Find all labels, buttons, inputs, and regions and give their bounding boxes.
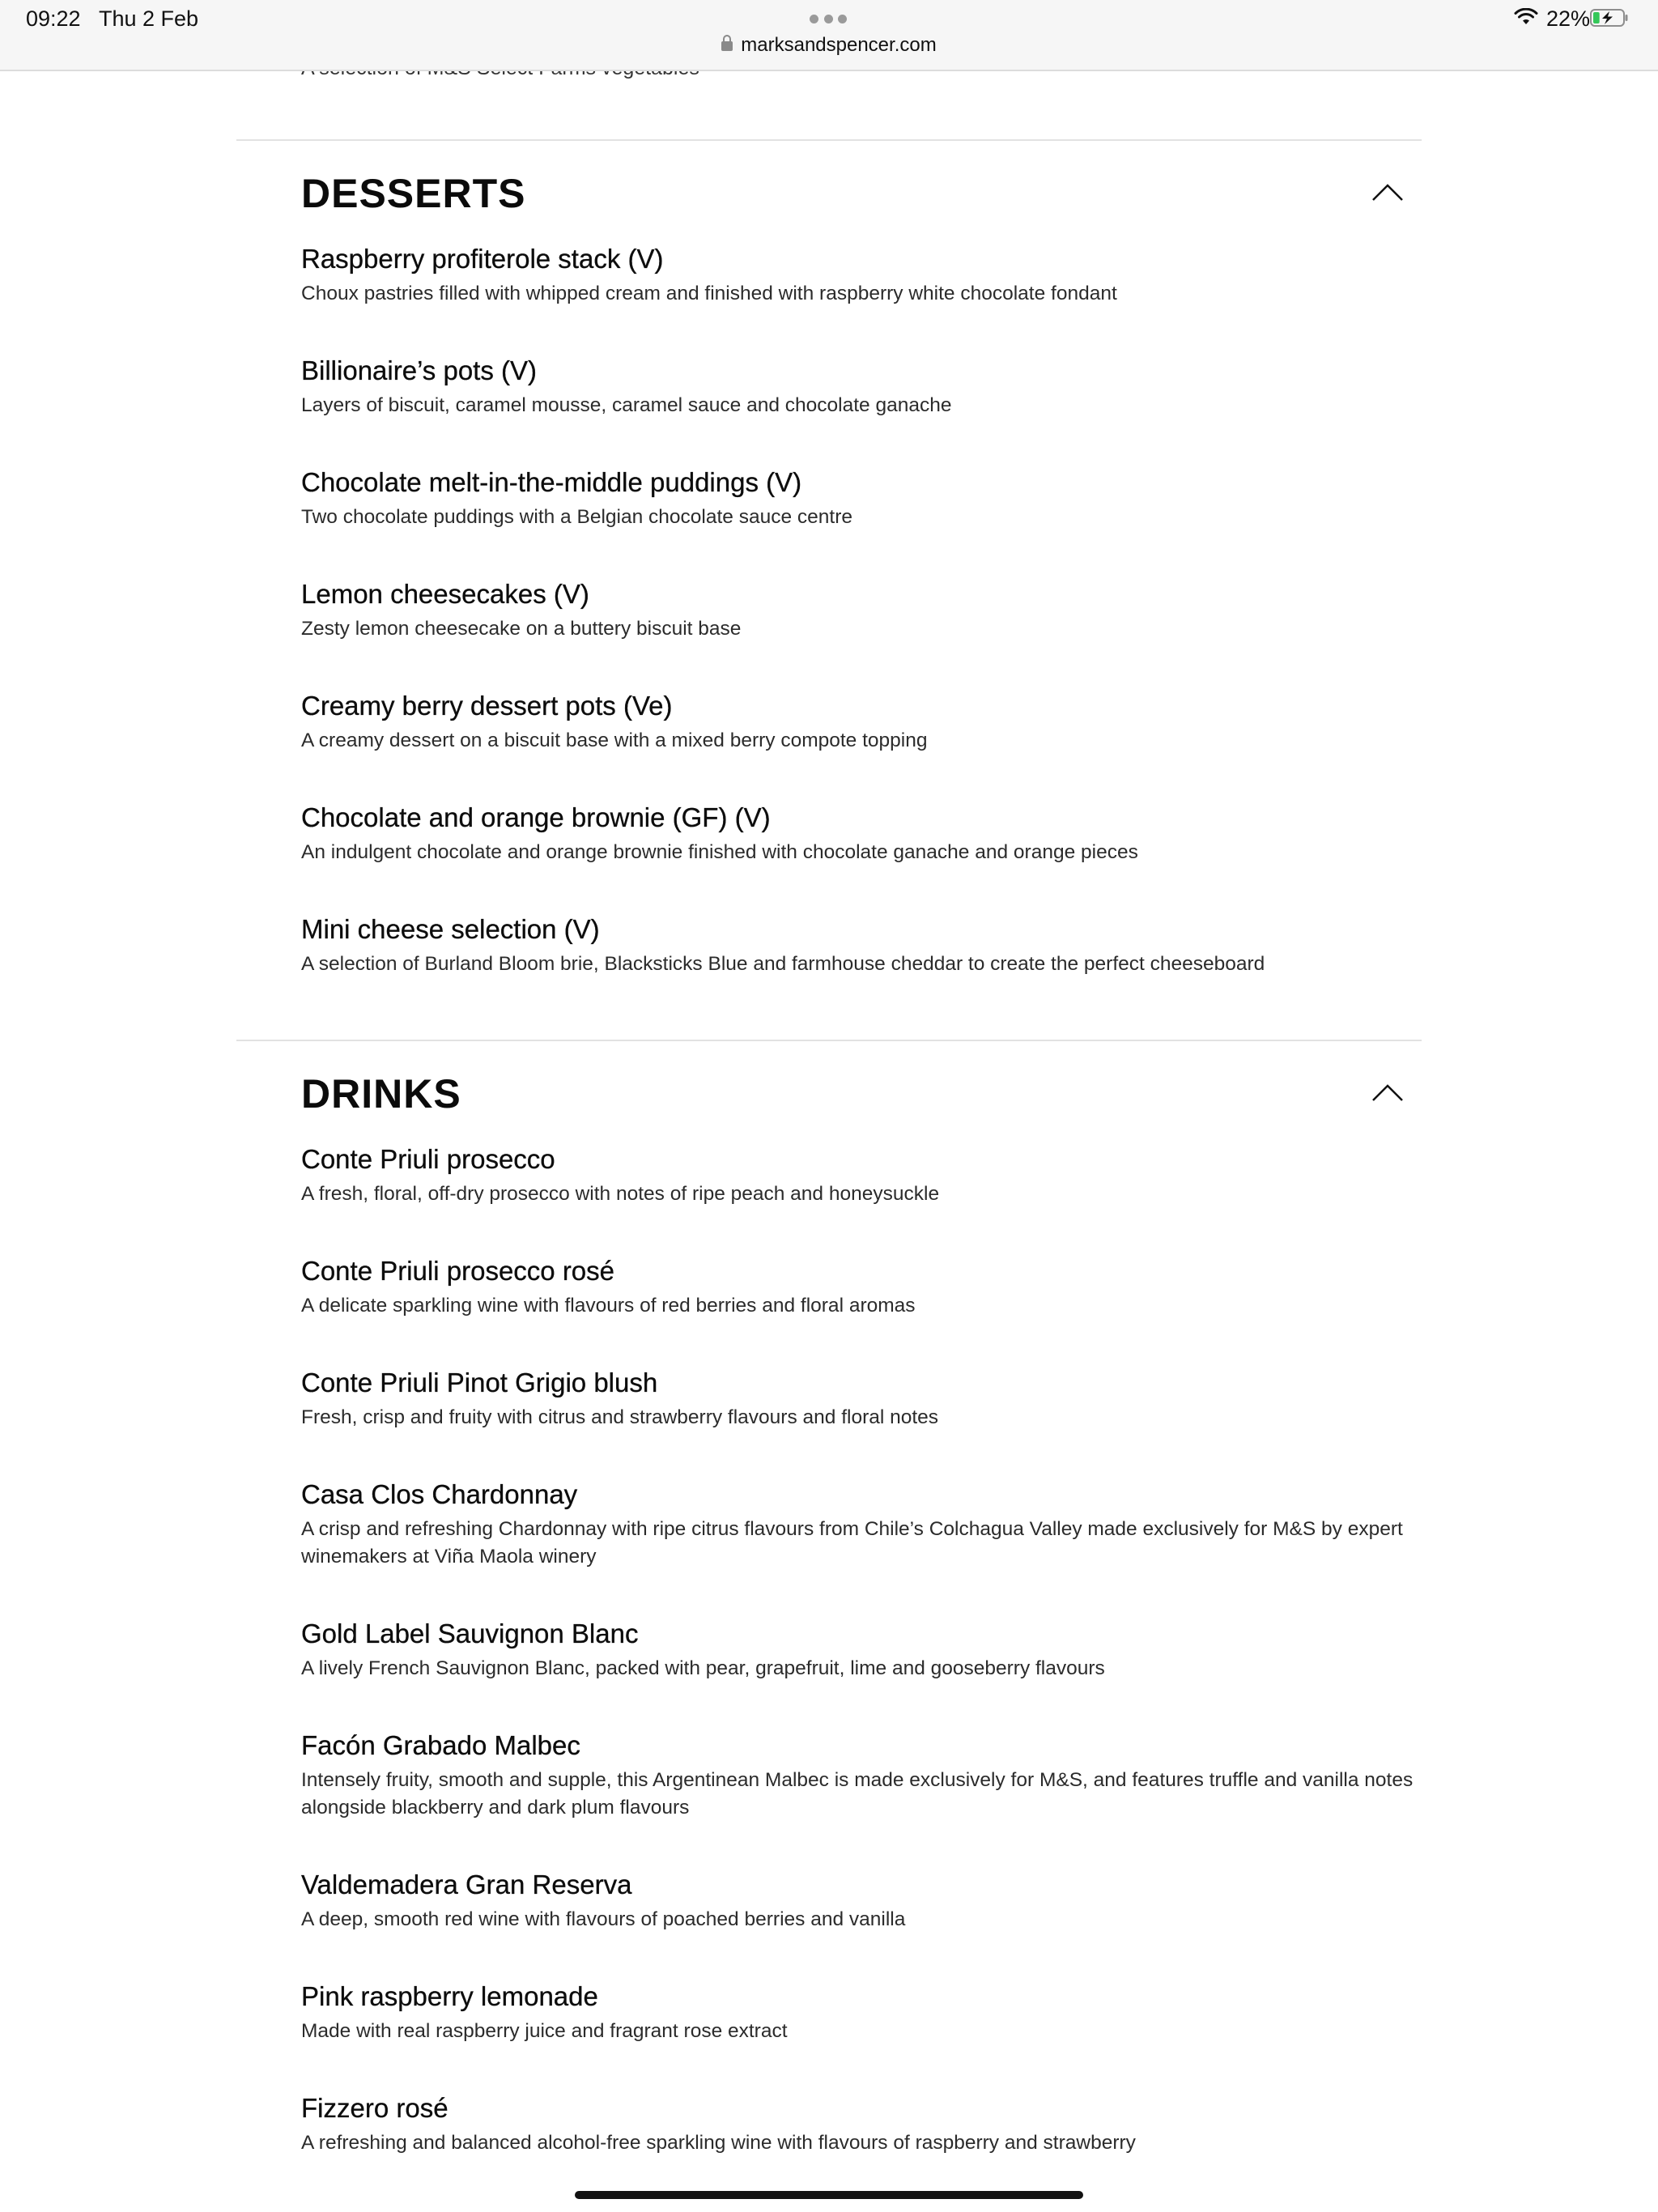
lock-icon: [721, 41, 733, 51]
item-description: Fresh, crisp and fruity with citrus and strawberry flavours and floral notes: [301, 1406, 939, 1428]
section-divider: [236, 139, 1422, 141]
item-name: Gold Label Sauvignon Blanc: [301, 1619, 639, 1648]
item-description: A fresh, floral, off-dry prosecco with notes of ripe peach and honeysuckle: [301, 1183, 940, 1205]
url-text: marksandspencer.com: [741, 34, 937, 56]
menu-item: [301, 690, 1422, 755]
item-description: Choux pastries filled with whipped cream and finished with raspberry white chocolate fondant: [301, 283, 1117, 304]
item-name: Billionaire’s pots (V): [301, 355, 538, 385]
menu-item: [301, 1478, 1422, 1571]
item-description: Two chocolate puddings with a Belgian chocolate sauce centre: [301, 506, 852, 528]
status-bar: [0, 0, 1658, 71]
item-description: A crisp and refreshing Chardonnay with ripe citrus flavours from Chile’s Colchagua Valley made exclusively for M&S by expert winemakers at Viña Maola winery: [301, 1518, 1403, 1568]
section-title-desserts: DESSERTS: [301, 171, 526, 216]
item-name: Lemon cheesecakes (V): [301, 579, 589, 609]
item-name: Chocolate and orange brownie (GF) (V): [301, 802, 771, 832]
item-description: A refreshing and balanced alcohol-free sparkling wine with flavours of raspberry and strawberry: [301, 2132, 1136, 2154]
item-name: Valdemadera Gran Reserva: [301, 1870, 632, 1899]
address-bar[interactable]: [0, 34, 1658, 57]
menu-item: [301, 1869, 1422, 1933]
menu-item: [301, 355, 1422, 419]
item-description: Made with real raspberry juice and fragrant rose extract: [301, 2020, 788, 2042]
item-description: A selection of Burland Bloom brie, Blacksticks Blue and farmhouse cheddar to create the perfect cheeseboard: [301, 953, 1265, 975]
menu-item: [301, 1618, 1422, 1682]
menu-item: [301, 2092, 1422, 2157]
item-name: Facón Grabado Malbec: [301, 1730, 580, 1760]
menu-item: [301, 466, 1422, 531]
menu-item: [301, 1367, 1422, 1431]
item-name: Conte Priuli prosecco rosé: [301, 1256, 615, 1286]
menu-item: [301, 802, 1422, 866]
menu-item: [301, 243, 1422, 308]
chevron-up-icon[interactable]: [1371, 182, 1404, 202]
section-title-drinks: DRINKS: [301, 1071, 461, 1117]
item-name: Raspberry profiterole stack (V): [301, 244, 664, 274]
chevron-up-icon[interactable]: [1371, 1083, 1404, 1102]
item-description: Intensely fruity, smooth and supple, this Argentinean Malbec is made exclusively for M&S, and features truffle and vanilla notes alongside blackberry and dark plum flavours: [301, 1769, 1414, 1819]
battery-icon: [1590, 9, 1629, 27]
menu-item: [301, 1255, 1422, 1320]
menu-item: [301, 1143, 1422, 1208]
wifi-icon: [1514, 8, 1538, 26]
battery-percent: 22%: [1546, 6, 1591, 31]
item-name: Creamy berry dessert pots (Ve): [301, 691, 673, 721]
item-description: A delicate sparkling wine with flavours of red berries and floral aromas: [301, 1295, 916, 1317]
item-description: Layers of biscuit, caramel mousse, caramel sauce and chocolate ganache: [301, 394, 952, 416]
item-description: A lively French Sauvignon Blanc, packed with pear, grapefruit, lime and gooseberry flavours: [301, 1657, 1105, 1679]
item-name: Pink raspberry lemonade: [301, 1981, 598, 2011]
item-description: Zesty lemon cheesecake on a buttery biscuit base: [301, 618, 742, 640]
menu-item: [301, 1729, 1422, 1822]
item-name: Chocolate melt-in-the-middle puddings (V): [301, 467, 802, 497]
item-name: Mini cheese selection (V): [301, 914, 600, 944]
menu-item: [301, 1980, 1422, 2045]
more-options-icon[interactable]: [810, 15, 847, 23]
section-divider: [236, 1040, 1422, 1041]
item-description: An indulgent chocolate and orange brownie finished with chocolate ganache and orange pieces: [301, 841, 1138, 863]
menu-item: [301, 578, 1422, 643]
status-time: 09:22: [26, 6, 81, 31]
item-description: A deep, smooth red wine with flavours of poached berries and vanilla: [301, 1908, 906, 1930]
home-indicator[interactable]: [575, 2191, 1083, 2199]
item-name: Casa Clos Chardonnay: [301, 1479, 578, 1509]
item-name: Fizzero rosé: [301, 2093, 449, 2123]
menu-item: [301, 913, 1422, 978]
item-name: Conte Priuli prosecco: [301, 1144, 555, 1174]
status-date: Thu 2 Feb: [99, 6, 199, 31]
item-description: A creamy dessert on a biscuit base with a mixed berry compote topping: [301, 730, 928, 751]
item-name: Conte Priuli Pinot Grigio blush: [301, 1368, 658, 1397]
